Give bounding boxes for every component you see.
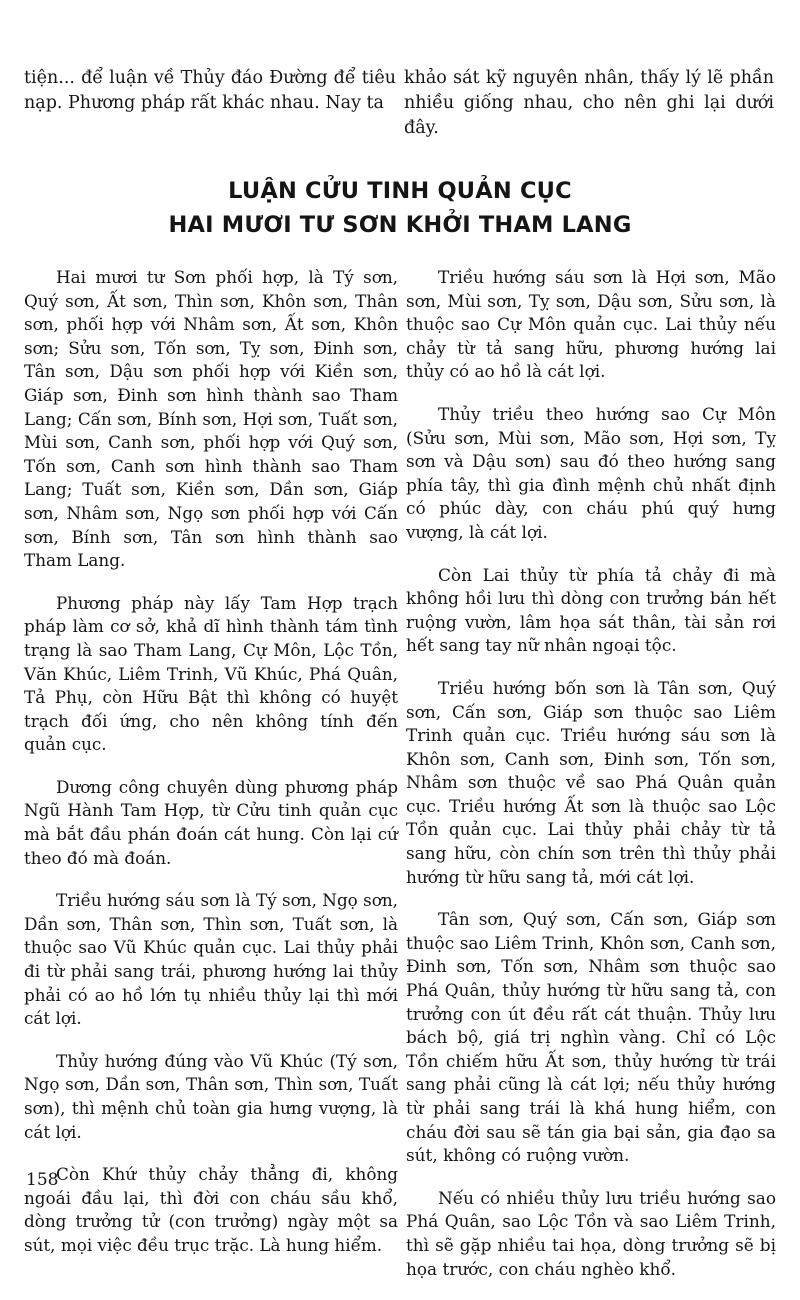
paragraph: Triều hướng sáu sơn là Tý sơn, Ngọ sơn, Dần sơn, Thân sơn, Thìn sơn, Tuất sơn, là thuộc sao Vũ Khúc quản cục. Lai thủy phải đi từ phải sang trái, phương hướng lai thủy phải có ao hồ lớn tụ nhiều thủy lại thì mới cát lợi. <box>24 890 398 1029</box>
page-number: 158 <box>26 1170 59 1190</box>
carryover-text-left: tiện... để luận về Thủy đáo Đường để tiêu nạp. Phương pháp rất khác nhau. Nay ta <box>24 68 396 113</box>
section-title-line-2: HAI MƯƠI TƯ SƠN KHỞI THAM LANG <box>168 212 632 238</box>
paragraph: Hai mươi tư Sơn phối hợp, là Tý sơn, Quý sơn, Ất sơn, Thìn sơn, Khôn sơn, Thân sơn, phối hợp với Nhâm sơn, Ất sơn, Khôn sơn; Sửu sơn, Tốn sơn, Tỵ sơn, Đinh sơn, Tân sơn, Dậu sơn phối hợp với Kiền sơn, Giáp sơn, Đinh sơn hình thành sao Tham Lang; Cấn sơn, Bính sơn, Hợi sơn, Tuất sơn, Mùi sơn, Canh sơn, phối hợp với Quý sơn, Tốn sơn, Canh sơn hình thành sao Tham Lang; Tuất sơn, Kiền sơn, Dần sơn, Giáp sơn, Nhâm sơn, Ngọ sơn phối hợp với Cấn sơn, Bính sơn, Tân sơn hình thành sao Tham Lang. <box>24 267 398 571</box>
section-title <box>0 174 800 242</box>
paragraph: Tân sơn, Quý sơn, Cấn sơn, Giáp sơn thuộc sao Liêm Trinh, Khôn sơn, Canh sơn, Đinh sơn, Tốn sơn, Nhâm sơn thuộc sao Phá Quân, thủy hướng từ hữu sang tả, con trưởng con út đều rất cát thuận. Thủy lưu bách bộ, giá trị nghìn vàng. Chỉ có Lộc Tồn chiếm hữu Ất sơn, thủy hướng từ trái sang phải cũng là cát lợi; nếu thủy hướng từ phải sang trái là khá hung hiểm, con cháu đời sau sẽ tán gia bại sản, gia đạo sa sút, không có ruộng vườn. <box>406 909 776 1166</box>
left-column <box>24 266 398 1277</box>
right-column <box>406 266 776 1300</box>
paragraph: Triều hướng sáu sơn là Hợi sơn, Mão sơn, Mùi sơn, Tỵ sơn, Dậu sơn, Sửu sơn, là thuộc sao Cự Môn quản cục. Lai thủy nếu chảy từ tả sang hữu, phương hướng lai thủy có ao hồ là cát lợi. <box>406 267 776 382</box>
paragraph: Thủy hướng đúng vào Vũ Khúc (Tý sơn, Ngọ sơn, Dần sơn, Thân sơn, Thìn sơn, Tuất sơn), thì mệnh chủ toàn gia hưng vượng, là cát lợi. <box>24 1050 398 1142</box>
paragraph: Còn Lai thủy từ phía tả chảy đi mà không hồi lưu thì dòng con trưởng bán hết ruộng vườn, lâm họa sát thân, tài sản rơi hết sang tay nữ nhân ngoại tộc. <box>406 564 776 656</box>
paragraph: Dương công chuyên dùng phương pháp Ngũ Hành Tam Hợp, từ Cửu tinh quản cục mà bắt đầu phán đoán cát hung. Còn lại cứ theo đó mà đoán. <box>24 776 398 868</box>
paragraph: Nếu có nhiều thủy lưu triều hướng sao Phá Quân, sao Lộc Tồn và sao Liêm Trinh, thì sẽ gặp nhiều tai họa, dòng trưởng sẽ bị họa trước, con cháu nghèo khổ. <box>406 1187 776 1279</box>
paragraph: Phương pháp này lấy Tam Hợp trạch pháp làm cơ sở, khả dĩ hình thành tám tình trạng là sao Tham Lang, Cự Môn, Lộc Tồn, Văn Khúc, Liêm Trinh, Vũ Khúc, Phá Quân, Tả Phụ, còn Hữu Bật thì không có huyệt trạch đối ứng, cho nên không tính đến quản cục. <box>24 592 398 755</box>
paragraph: Thủy triều theo hướng sao Cự Môn (Sửu sơn, Mùi sơn, Mão sơn, Hợi sơn, Tỵ sơn và Dậu sơn) sau đó theo hướng sang phía tây, thì gia đình mệnh chủ nhất định có phúc dày, con cháu phú quý hưng vượng, là cát lợi. <box>406 403 776 542</box>
section-title-line-1: LUẬN CỬU TINH QUẢN CỤC <box>228 178 572 204</box>
paragraph: Triều hướng bốn sơn là Tân sơn, Quý sơn, Cấn sơn, Giáp sơn thuộc sao Liêm Trinh quản cục. Triều hướng sáu sơn là Khôn sơn, Canh sơn, Đinh sơn, Tốn sơn, Nhâm sơn thuộc về sao Phá Quân quản cục. Triều hướng Ất sơn là thuộc sao Lộc Tồn quản cục. Lai thủy phải chảy từ tả sang hữu, còn chín sơn trên thì thủy phải hướng từ hữu sang tả, mới cát lợi. <box>406 677 776 887</box>
carryover-text-right: khảo sát kỹ nguyên nhân, thấy lý lẽ phần nhiều giống nhau, cho nên ghi lại dưới đây. <box>404 68 774 138</box>
paragraph: Còn Khứ thủy chảy thẳng đi, không ngoái đầu lại, thì đời con cháu sầu khổ, dòng trưởng tử (con trưởng) ngày một sa sút, mọi việc đều trục trặc. Là hung hiểm. <box>24 1164 398 1255</box>
